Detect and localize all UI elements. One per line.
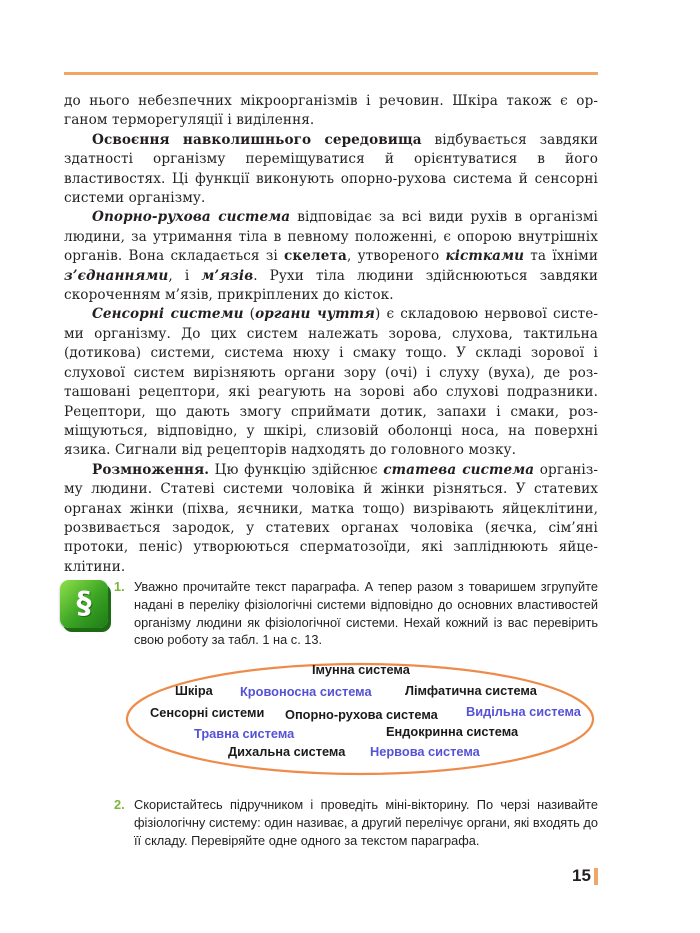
system-immune: Імунна система xyxy=(312,662,410,677)
p3-c: , утвореного xyxy=(346,248,446,265)
system-skin: Шкіра xyxy=(175,683,213,698)
system-nervous: Нервова система xyxy=(370,744,480,759)
p3-h: м’язів xyxy=(201,267,254,284)
task-2 xyxy=(114,796,598,849)
p4-term: Сенсорні системи xyxy=(92,306,244,323)
body-text xyxy=(64,92,598,577)
system-sensory: Сенсорні системи xyxy=(150,705,265,720)
p5-term: Розмноження. xyxy=(92,461,210,478)
p3-a: відповідає за всі види рухів в організмі людини, за утримання тіла в певному положенні, є опорою внутрішніх органів. Вона складається зі xyxy=(64,209,598,265)
system-digestive: Травна система xyxy=(194,726,295,741)
task-1 xyxy=(114,578,598,649)
task-2-text: Скористайтесь підручником і проведіть міні-вікторину. По черзі називайте фізіологічну систему: один називає, а другий перелічує органи, які входять до її складу. Перевіряйте одне одного за текстом параграфа. xyxy=(134,797,598,848)
p3-e: та їхніми xyxy=(524,248,599,265)
system-excretory: Видільна система xyxy=(466,704,581,719)
p3-d: кістками xyxy=(445,248,525,265)
badge-symbol: § xyxy=(76,586,92,621)
paragraph-2 xyxy=(64,131,598,209)
p1-text: до нього небезпечних мікроорганізмів і речовин. Шкіра також є органом терморегуляції і виділення. xyxy=(64,93,598,129)
p4-a: ( xyxy=(243,306,256,323)
p2-text: відбувається завдяки здатності організму переміщуватися й орієнтуватися в його властивостях. Ці функції виконують опорно-рухова система й сенсорні системи організму. xyxy=(64,131,599,207)
paragraph-1 xyxy=(64,92,598,131)
task-2-number: 2. xyxy=(114,797,125,812)
paragraph-4 xyxy=(64,305,598,460)
task-1-text: Уважно прочитайте текст параграфа. А тепер разом з товаришем згрупуйте надані в переліку фізіологічні системи відповідно до основних властивостей організму людини як фізіологічної системи. Нехай кожний із вас перевірить свою роботу за табл. 1 на с. 13. xyxy=(134,579,598,648)
page-number-bar xyxy=(594,868,598,885)
p3-b: скелета xyxy=(284,248,347,265)
p3-f: з’єднаннями xyxy=(64,267,169,284)
system-endocrine: Ендокринна система xyxy=(386,724,519,739)
system-musculoskeletal: Опорно-рухова система xyxy=(285,707,438,722)
top-rule xyxy=(64,72,598,75)
system-lymphatic: Лімфатична система xyxy=(405,683,537,698)
section-sign-icon xyxy=(60,580,108,628)
paragraph-5 xyxy=(64,461,598,577)
p4-c: ) є складовою нервової системи організму. До цих систем належать зорова, слухова, тактильна (дотикова) системи, система нюху і смаку тощо. У складі зорової і слухової систем вирізняють органи зору (очі) і слуху (вуха), де розташовані рецептори, які реагують на зорові або слухові подразники. Рецептори, що дають змогу сприймати дотик, запахи і смаки, розміщуються, відповідно, у шкірі, слизовій оболонці носа, на поверхні язика. Сигнали від рецепторів надходять до головного мозку. xyxy=(64,306,598,459)
p2-term: Освоєння навколишнього середовища xyxy=(92,131,422,148)
p4-b: органи чуття xyxy=(255,306,375,323)
task-1-number: 1. xyxy=(114,579,125,594)
paragraph-3 xyxy=(64,208,598,305)
p5-c: організму людини. Статеві системи чоловіка й жінки різняться. У статевих органах жінки (піхва, яєчники, матка тощо) визрівають яйцеклітини, розвивається зародок, у статевих органах чоловіка (яєчка, сім’яні протоки, пеніс) утворюються сперматозоїди, які запліднюють яйцеклітини. xyxy=(64,461,598,575)
p5-a: Цю функцію здійснює xyxy=(209,461,384,478)
p3-term: Опорно-рухова система xyxy=(92,209,291,226)
system-circulatory: Кровоносна система xyxy=(240,684,372,699)
p5-b: статева система xyxy=(383,461,535,478)
p3-i: . Рухи тіла людини здійснюються завдяки скороченням м’язів, прикріплених до кісток. xyxy=(64,267,598,304)
page-number: 15 xyxy=(572,866,591,885)
p3-g: , і xyxy=(168,267,202,284)
system-respiratory: Дихальна система xyxy=(228,744,346,759)
